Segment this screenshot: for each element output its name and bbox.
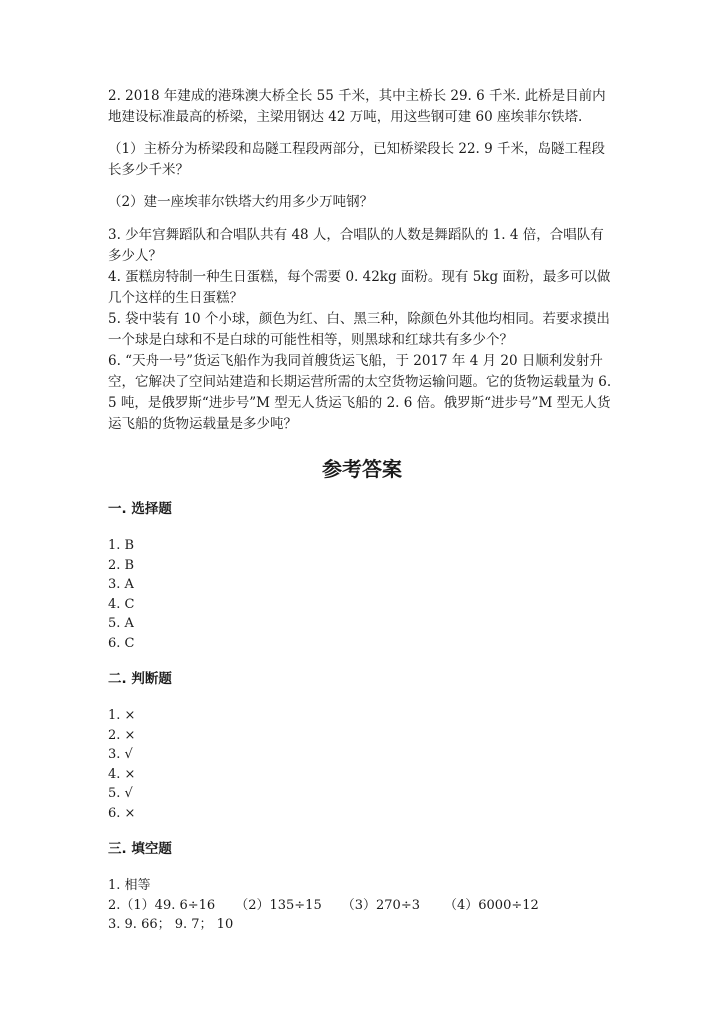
fill-in-answer: 3. 9. 66； 9. 7； 10 xyxy=(108,917,234,932)
fill-in-part: （3）270÷3 xyxy=(341,897,420,913)
judgement-answer-list xyxy=(108,706,616,823)
section-heading-choice: 一. 选择题 xyxy=(108,501,172,517)
judgement-answer: 4. × xyxy=(108,766,136,782)
fill-in-answer-prefix: 2. xyxy=(108,897,121,913)
fill-in-answer: 1. 相等 xyxy=(108,878,151,893)
choice-answer: 6. C xyxy=(108,635,135,651)
question-2-intro: 2. 2018 年建成的港珠澳大桥全长 55 千米，其中主桥长 29. 6 千米. 此桥是目前内地建设标准最高的桥梁，主梁用钢达 42 万吨，用这些钢可建 60 座埃菲尔铁塔. xyxy=(108,88,606,125)
judgement-answer: 1. × xyxy=(108,708,136,723)
document-content xyxy=(108,86,616,935)
choice-answer: 1. B xyxy=(108,538,135,553)
fill-in-answer-list xyxy=(108,876,616,935)
section-heading-judgement: 二. 判断题 xyxy=(108,671,172,687)
judgement-answer: 5. √ xyxy=(108,786,133,801)
choice-answer: 5. A xyxy=(108,616,134,631)
choice-answer-list xyxy=(108,536,616,653)
question-5: 5. 袋中装有 10 个小球，颜色为红、白、黑三种，除颜色外其他均相同。若要求摸出一个球是白球和不是白球的可能性相等，则黑球和红球共有多少个？ xyxy=(108,311,610,348)
fill-in-part: （4）6000÷12 xyxy=(443,897,539,913)
choice-answer: 3. A xyxy=(108,577,134,592)
choice-answer: 2. B xyxy=(108,557,135,573)
judgement-answer: 6. × xyxy=(108,805,136,821)
choice-answer: 4. C xyxy=(108,596,135,612)
judgement-answer: 3. √ xyxy=(108,747,133,762)
fill-in-answer xyxy=(108,896,616,916)
question-3: 3. 少年宫舞蹈队和合唱队共有 48 人，合唱队的人数是舞蹈队的 1. 4 倍，合唱队有多少人？ xyxy=(108,227,604,264)
judgement-answer: 2. × xyxy=(108,727,136,743)
question-4: 4. 蛋糕房特制一种生日蛋糕，每个需要 0. 42kg 面粉。现有 5kg 面粉，最多可以做几个这样的生日蛋糕？ xyxy=(108,269,611,306)
question-2-sub-1: （1）主桥分为桥梁段和岛隧工程段两部分，已知桥梁段长 22. 9 千米，岛隧工程段长多少千米？ xyxy=(108,141,606,178)
question-2-sub-2: （2）建一座埃菲尔铁塔大约用多少万吨钢？ xyxy=(108,194,374,210)
answer-key-title: 参考答案 xyxy=(322,457,402,481)
fill-in-part: （1）49. 6÷16 xyxy=(120,897,216,913)
fill-in-part: （2）135÷15 xyxy=(235,897,322,913)
section-heading-fill-in: 三. 填空题 xyxy=(108,841,172,857)
question-6: 6. “天舟一号”货运飞船作为我同首艘货运飞船，于 2017 年 4 月 20 日顺利发射升空，它解决了空间站建造和长期运营所需的太空货物运输问题。它的货物运载量为 6. 5 吨，是俄罗斯“进步号”M 型无人货运飞船的 2. 6 倍。俄罗斯“进步号”M 型无人货运飞船的货物运载量是多少吨？ xyxy=(108,353,612,432)
